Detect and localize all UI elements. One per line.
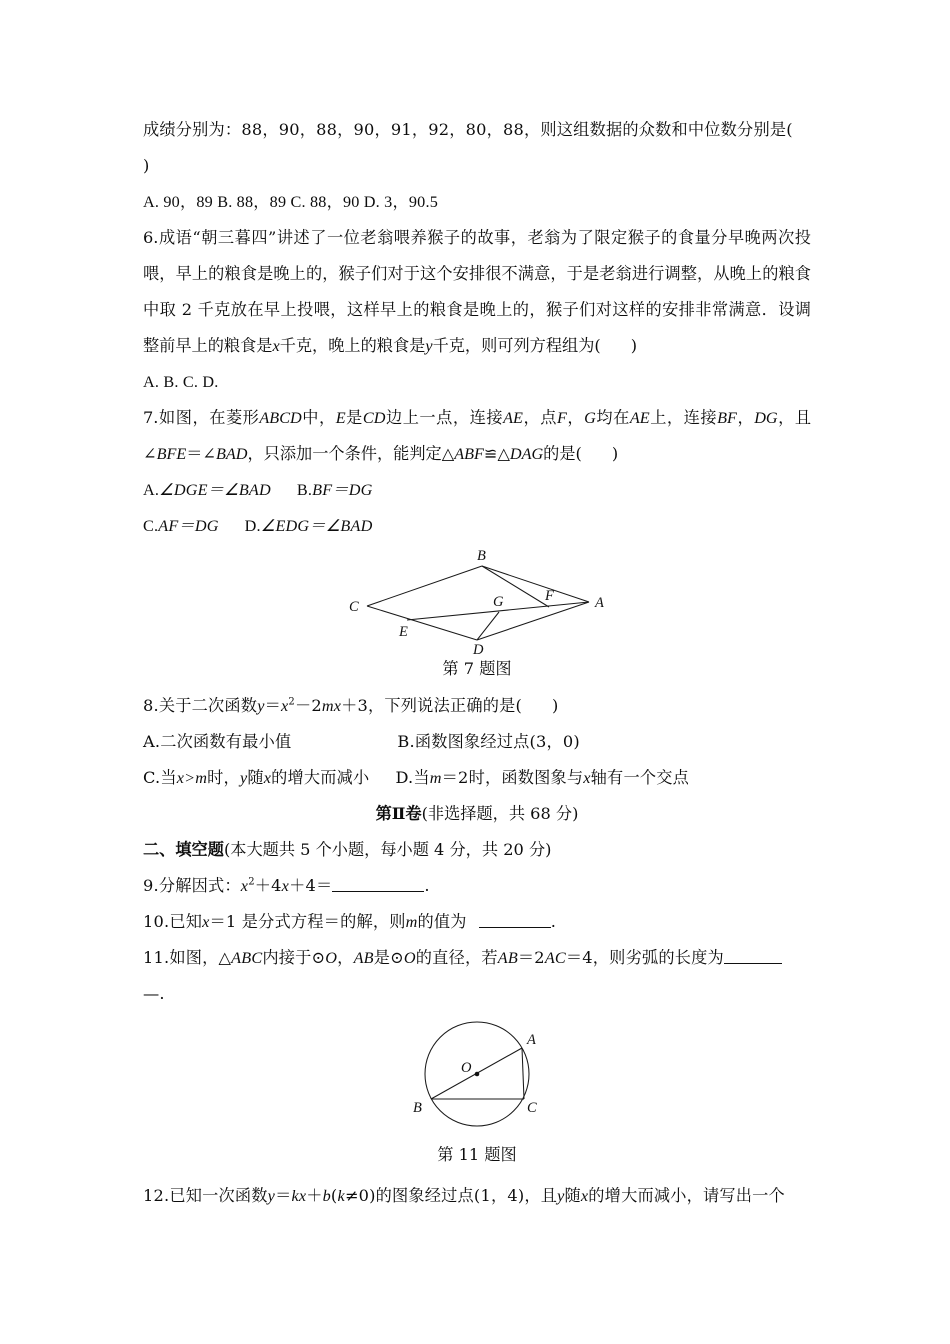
q12-seg2: ＝ [275,1186,292,1205]
q7-seg3: 是 [345,408,363,427]
q11-ab2: AB [497,949,518,967]
q8-optionD-m: m [429,769,442,787]
q8-optionA-text: 二次函数有最小值 [160,732,292,751]
q11-seg4: 是⊙ [373,948,404,967]
q8-expr-x2: x [333,697,342,715]
q7-optionA-label: A. [143,481,160,499]
q10-stem [143,904,811,940]
q12-seg3: ＋ [306,1186,323,1205]
q6-close-paren: ) [630,336,638,355]
q8-optionD-post: 轴有一个交点 [590,768,689,787]
part2-heading-rest: (非选择题，共 68 分) [421,804,579,823]
section2-title-bold: 二、填空题 [143,840,224,859]
q7-optionA-text: ∠DGE＝∠BAD [159,481,271,499]
q7-cd: CD [362,409,386,427]
q8-options-row2 [143,760,811,796]
q12-stem [143,1178,811,1214]
q12-x2: x [580,1187,589,1205]
q10-seg3: 的值为 [417,912,467,931]
q7-stem [143,400,811,472]
label-F: F [545,588,554,604]
rhombus-figure [327,544,627,654]
label-B: B [413,1100,422,1116]
label-G: G [493,594,504,610]
q11-figure-container [143,1012,811,1140]
q8-seg1: 关于二次函数 [158,696,258,715]
q7-ae2: AE [629,409,650,427]
q7-bf: BF [717,409,737,427]
q8-optionB-text: 函数图象经过点(3，0) [414,732,580,751]
q7-dg: DG [754,409,778,427]
q11-stem-line1 [143,940,811,976]
q9-sup: 2 [248,876,255,888]
q12-k: k [291,1187,299,1205]
q8-expr-m: m [321,697,334,715]
q7-optionB-text: BF＝DG [312,481,373,499]
q7-cong: ≌ [483,444,498,463]
q7-seg8: 上，连接 [649,408,718,427]
q8-optionA-label: A. [143,732,161,751]
q10-seg1: 已知 [169,912,203,931]
q7-tri2: △ [497,444,510,463]
part2-heading [143,796,811,832]
q7-seg11: ＝∠ [186,444,217,463]
q8-expr-eq: ＝ [264,696,281,715]
q11-number: 11. [143,948,170,967]
q6-text-mid: 千克，晚上的粮食是 [279,336,426,355]
q7-optionD-text: ∠EDG＝∠BAD [260,517,373,535]
side-bc [367,566,482,606]
q8-optionC-y: y [239,769,248,787]
q7-dag: DAG [509,445,544,463]
q7-optionD-label: D. [244,517,261,535]
q7-seg13: 的是( [543,444,582,463]
q9-x: x [240,877,249,895]
label-D: D [473,642,484,654]
q9-x2: x [281,877,290,895]
q7-seg10: ，且∠ [143,408,812,463]
q9-stem [143,868,811,904]
q11-figure-caption: 第 11 题图 [437,1145,517,1164]
q8-optionC-post: 的增大而减小 [271,768,370,787]
q11-seg1: 如图，△ [169,948,232,967]
section2-title [143,832,811,868]
q8-optionC-x2: x [263,769,272,787]
q7-point-f: F [556,409,567,427]
q7-optionB-label: B. [296,481,313,499]
q11-ac: AC [544,949,566,967]
q8-seg2: ，下列说法正确的是( [368,696,523,715]
q7-seg2: 中， [301,408,336,427]
q11-stem-line2: —. [143,984,165,1003]
q5-stem-line2: ) [143,156,150,175]
q9-period: . [424,876,430,895]
q8-expr-y: y [257,697,265,715]
q7-seg5: ，点 [522,408,557,427]
q10-number: 10. [143,912,170,931]
q11-seg7: ＝4，则劣弧的长度为 [565,948,724,967]
q12-k2: k [337,1187,345,1205]
q12-seg1: 已知一次函数 [169,1186,268,1205]
q7-optionC-text: AF＝DG [158,517,219,535]
q7-bfe: BFE [156,445,187,463]
q8-optionB-label: B. [397,732,415,751]
q10-m: m [405,913,418,931]
q12-number: 12. [143,1186,170,1205]
page-content [143,112,811,1214]
q7-bad: BAD [216,445,248,463]
q11-seg6: ＝2 [517,948,545,967]
q8-expr-minus: －2 [294,696,322,715]
q7-seg1: 如图，在菱形 [158,408,260,427]
q11-o2: O [403,949,416,967]
q8-optionC-pre: 当 [160,768,177,787]
q12-seg5: ≠0)的图象经过点(1，4)，且 [344,1186,558,1205]
q10-answer-blank[interactable] [479,912,551,928]
chord-ac [522,1048,524,1099]
label-B: B [477,548,486,564]
q10-period: . [550,912,557,931]
q9-number: 9. [143,876,159,895]
q8-number: 8. [143,696,159,715]
q9-answer-blank[interactable] [332,876,424,892]
q8-optionC-sui: 随 [247,768,264,787]
q7-abcd: ABCD [259,409,302,427]
q8-optionD-pre: 当 [413,768,430,787]
q5-options: A. 90，89 B. 88，89 C. 88，90 D. 3，90.5 [143,193,438,211]
q8-optionD-eq: ＝2 [441,768,469,787]
label-O: O [461,1060,472,1076]
q11-answer-blank[interactable] [724,948,782,964]
q11-seg2: 内接于⊙ [262,948,326,967]
q6-stem [143,220,811,364]
label-C: C [349,599,359,615]
q8-optionC-label: C. [143,768,161,787]
q8-optionD-label: D. [395,768,414,787]
q7-abf: ABF [454,445,484,463]
q8-expr-sup: 2 [288,696,295,708]
q8-expr-x: x [280,697,289,715]
q9-seg1: 分解因式： [158,876,241,895]
q6-var-y: y [425,337,433,355]
part2-heading-bold: 第Ⅱ卷 [375,804,422,823]
q12-seg7: 的增大而减小，请写出一个 [588,1186,785,1205]
q5-stem-line1: 成绩分别为：88，90，88，90，91，92，80，88，则这组数据的众数和中位数分别是( [143,120,793,139]
q7-ae: AE [503,409,523,427]
q6-number: 6. [143,228,159,247]
q7-seg6: ， [566,408,585,427]
q12-x: x [298,1187,307,1205]
q11-o: O [325,949,338,967]
q8-stem [143,688,811,724]
q7-figure-container [143,544,811,654]
side-cd [367,606,477,640]
label-A: A [527,1032,536,1048]
center-point-o [475,1072,480,1077]
q7-seg9: ， [736,408,755,427]
q10-seg2: ＝1 是分式方程＝的解，则 [209,912,406,931]
q8-expr-plus3: ＋3 [341,696,369,715]
q7-close-paren: ) [611,444,619,463]
q7-options-row2 [143,508,811,544]
q7-point-g: G [584,409,596,427]
q7-seg7: 均在 [595,408,630,427]
q6-text: 成语“朝三暮四”讲述了一位老翁喂养猴子的故事，老翁为了限定猴子的食量分早晚两次投喂，早上的粮食是晚上的，猴子们对于这个安排很不满意，于是老翁进行调整，从晚上的粮食中取 2 千克放在早上投喂，这样早上的粮食是晚上的，猴子们对这样的安排非常满意．设调整前早上的粮食是 [143,228,811,355]
label-C: C [527,1100,537,1116]
circle-figure [377,1012,577,1140]
q12-y: y [267,1187,276,1205]
q7-seg12: ，只添加一个条件，能判定△ [247,444,455,463]
q7-optionC-label: C. [143,517,159,535]
q11-seg3: ， [337,948,354,967]
q12-y2: y [557,1187,565,1205]
q11-seg5: 的直径，若 [415,948,498,967]
q8-optionC-mid: 时， [207,768,240,787]
q7-options-row1 [143,472,811,508]
q9-rest: ＋4 [254,876,282,895]
q7-figure-caption: 第 7 题图 [442,659,512,678]
q11-ab: AB [353,949,374,967]
q8-optionD-mid: 时，函数图象与 [468,768,584,787]
q7-number: 7. [143,408,159,427]
q8-optionD-x: x [583,769,591,787]
q8-close-paren: ) [552,696,559,715]
q11-abc: ABC [231,949,263,967]
q7-point-e: E [335,409,346,427]
label-A: A [595,595,604,611]
q10-x: x [202,913,210,931]
q8-options-row1 [143,724,811,760]
q12-seg6: 随 [564,1186,581,1205]
q9-rest2: ＋4＝ [289,876,333,895]
q6-options: A. B. C. D. [143,373,219,391]
q8-optionC-x1: x>m [176,769,208,787]
q7-seg4: 边上一点，连接 [385,408,504,427]
q12-b: b [322,1187,331,1205]
q6-text-end: 千克，则可列方程组为( [432,336,601,355]
q12-seg4: ( [330,1186,338,1205]
section2-title-rest: (本大题共 5 个小题，每小题 4 分，共 20 分) [223,840,552,859]
q6-var-x: x [272,337,280,355]
label-E: E [399,624,408,640]
